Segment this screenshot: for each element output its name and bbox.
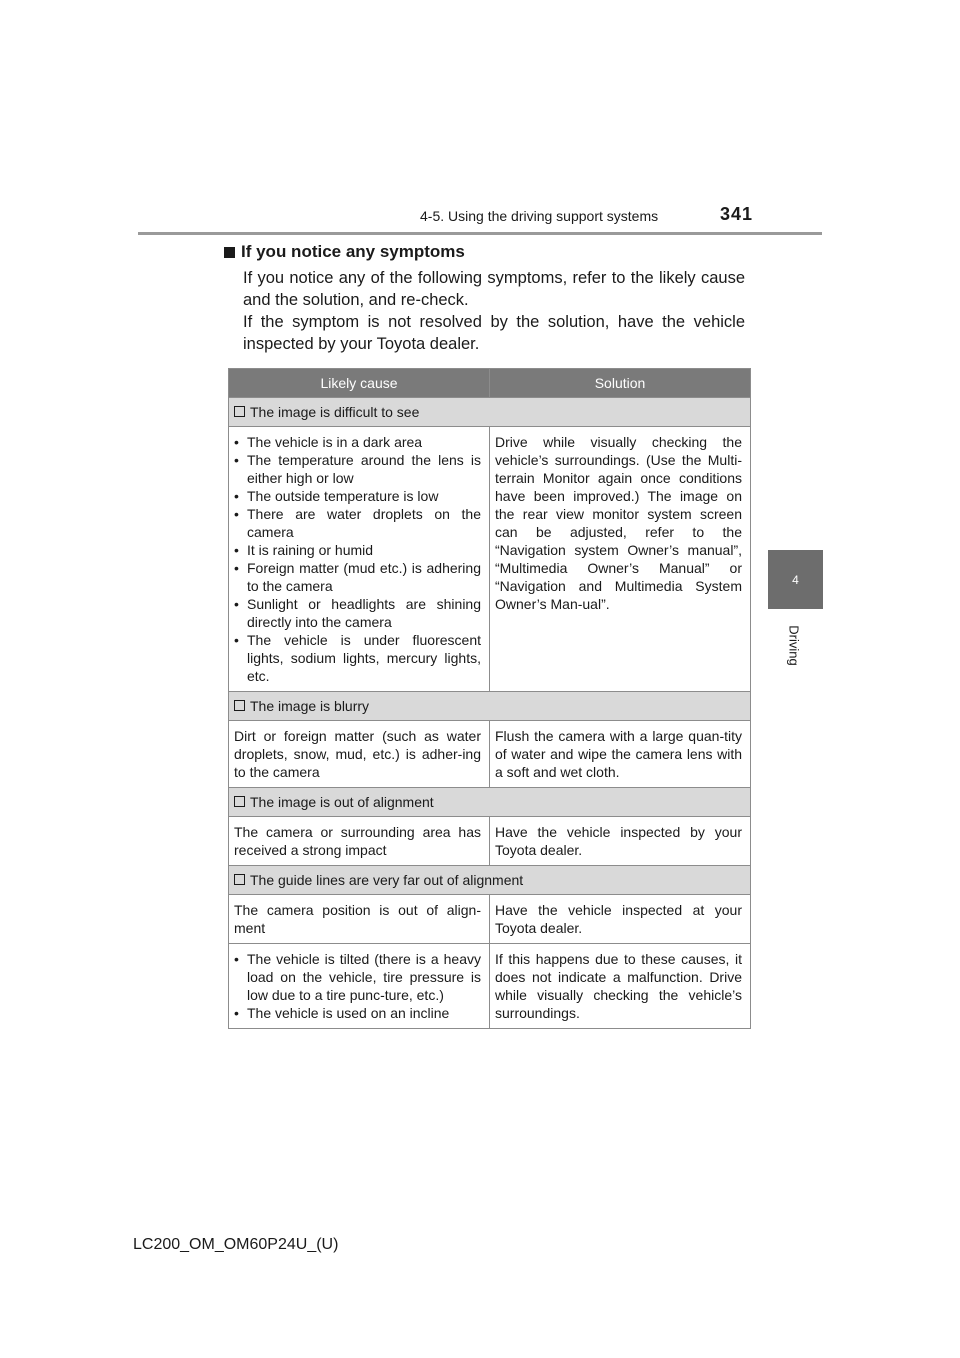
category-cell (229, 866, 751, 895)
category-cell (229, 692, 751, 721)
chapter-tab: 4 (768, 550, 823, 609)
checkbox-square-icon (234, 874, 245, 885)
category-row (229, 788, 751, 817)
list-item: • The outside temperature is low (234, 487, 481, 505)
cause-cell: The camera position is out of align-ment (229, 895, 490, 944)
filled-square-icon (224, 247, 235, 258)
solution-cell: Have the vehicle inspected at your Toyota dealer. (490, 895, 751, 944)
chapter-tab-label-wrap (774, 622, 814, 668)
page-number: 341 (720, 204, 754, 224)
list-item: • The vehicle is in a dark area (234, 433, 481, 451)
intro-paragraph: If you notice any of the following symptoms, refer to the likely cause and the solution, and re-check. (243, 269, 745, 309)
intro-text (243, 267, 745, 355)
cause-list (234, 950, 481, 1022)
checkbox-square-icon (234, 700, 245, 711)
category-row (229, 692, 751, 721)
column-header-likely-cause: Likely cause (229, 369, 490, 398)
category-label: The image is blurry (250, 698, 370, 714)
checkbox-square-icon (234, 406, 245, 417)
category-label: The image is out of alignment (250, 794, 434, 810)
checkbox-square-icon (234, 796, 245, 807)
column-header-solution: Solution (490, 369, 751, 398)
list-item: • The vehicle is used on an incline (234, 1004, 481, 1022)
cause-cell: The camera or surrounding area has received a strong impact (229, 817, 490, 866)
table-header-row (229, 369, 751, 398)
category-cell (229, 788, 751, 817)
solution-cell: Drive while visually checking the vehicle’s surroundings. (Use the Multi-terrain Monitor again once conditions have been improved.) The image on the rear view monitor system screen can be adjusted, refer to the “Navigation system Owner’s manual”, “Multimedia Owner’s Manual” or “Navigation and Multimedia System Owner’s Man-ual”. (490, 427, 751, 692)
solution-cell: If this happens due to these causes, it does not indicate a malfunction. Drive while visually checking the vehicle’s surroundings. (490, 944, 751, 1029)
chapter-tab-label: Driving (786, 624, 802, 666)
section-heading (224, 242, 465, 262)
table-row (229, 895, 751, 944)
cause-cell: Dirt or foreign matter (such as water droplets, snow, mud, etc.) is adher-ing to the camera (229, 721, 490, 788)
header-divider (138, 232, 822, 235)
symptoms-table (228, 368, 751, 1029)
list-item: • The vehicle is under fluorescent lights, sodium lights, mercury lights, etc. (234, 631, 481, 685)
category-row (229, 866, 751, 895)
document-code-footer: LC200_OM_OM60P24U_(U) (133, 1236, 339, 1253)
list-item: • It is raining or humid (234, 541, 481, 559)
section-heading-text: If you notice any symptoms (241, 242, 465, 261)
running-header-section: 4-5. Using the driving support systems (420, 208, 659, 224)
table-row (229, 427, 751, 692)
solution-cell: Flush the camera with a large quan-tity of water and wipe the camera lens with a soft and wet cloth. (490, 721, 751, 788)
table-row (229, 721, 751, 788)
list-item: • Sunlight or headlights are shining directly into the camera (234, 595, 481, 631)
list-item: • The vehicle is tilted (there is a heavy load on the vehicle, tire pressure is low due to a tire punc-ture, etc.) (234, 950, 481, 1004)
category-row (229, 398, 751, 427)
cause-cell (229, 427, 490, 692)
table-row (229, 817, 751, 866)
category-label: The image is difficult to see (250, 404, 420, 420)
intro-paragraph: If the symptom is not resolved by the solution, have the vehicle inspected by your Toyota dealer. (243, 313, 745, 353)
list-item: • The temperature around the lens is either high or low (234, 451, 481, 487)
cause-list (234, 433, 481, 685)
solution-cell: Have the vehicle inspected by your Toyota dealer. (490, 817, 751, 866)
category-label: The guide lines are very far out of alignment (250, 872, 524, 888)
cause-cell (229, 944, 490, 1029)
category-cell (229, 398, 751, 427)
table-row (229, 944, 751, 1029)
list-item: • Foreign matter (mud etc.) is adhering to the camera (234, 559, 481, 595)
list-item: • There are water droplets on the camera (234, 505, 481, 541)
